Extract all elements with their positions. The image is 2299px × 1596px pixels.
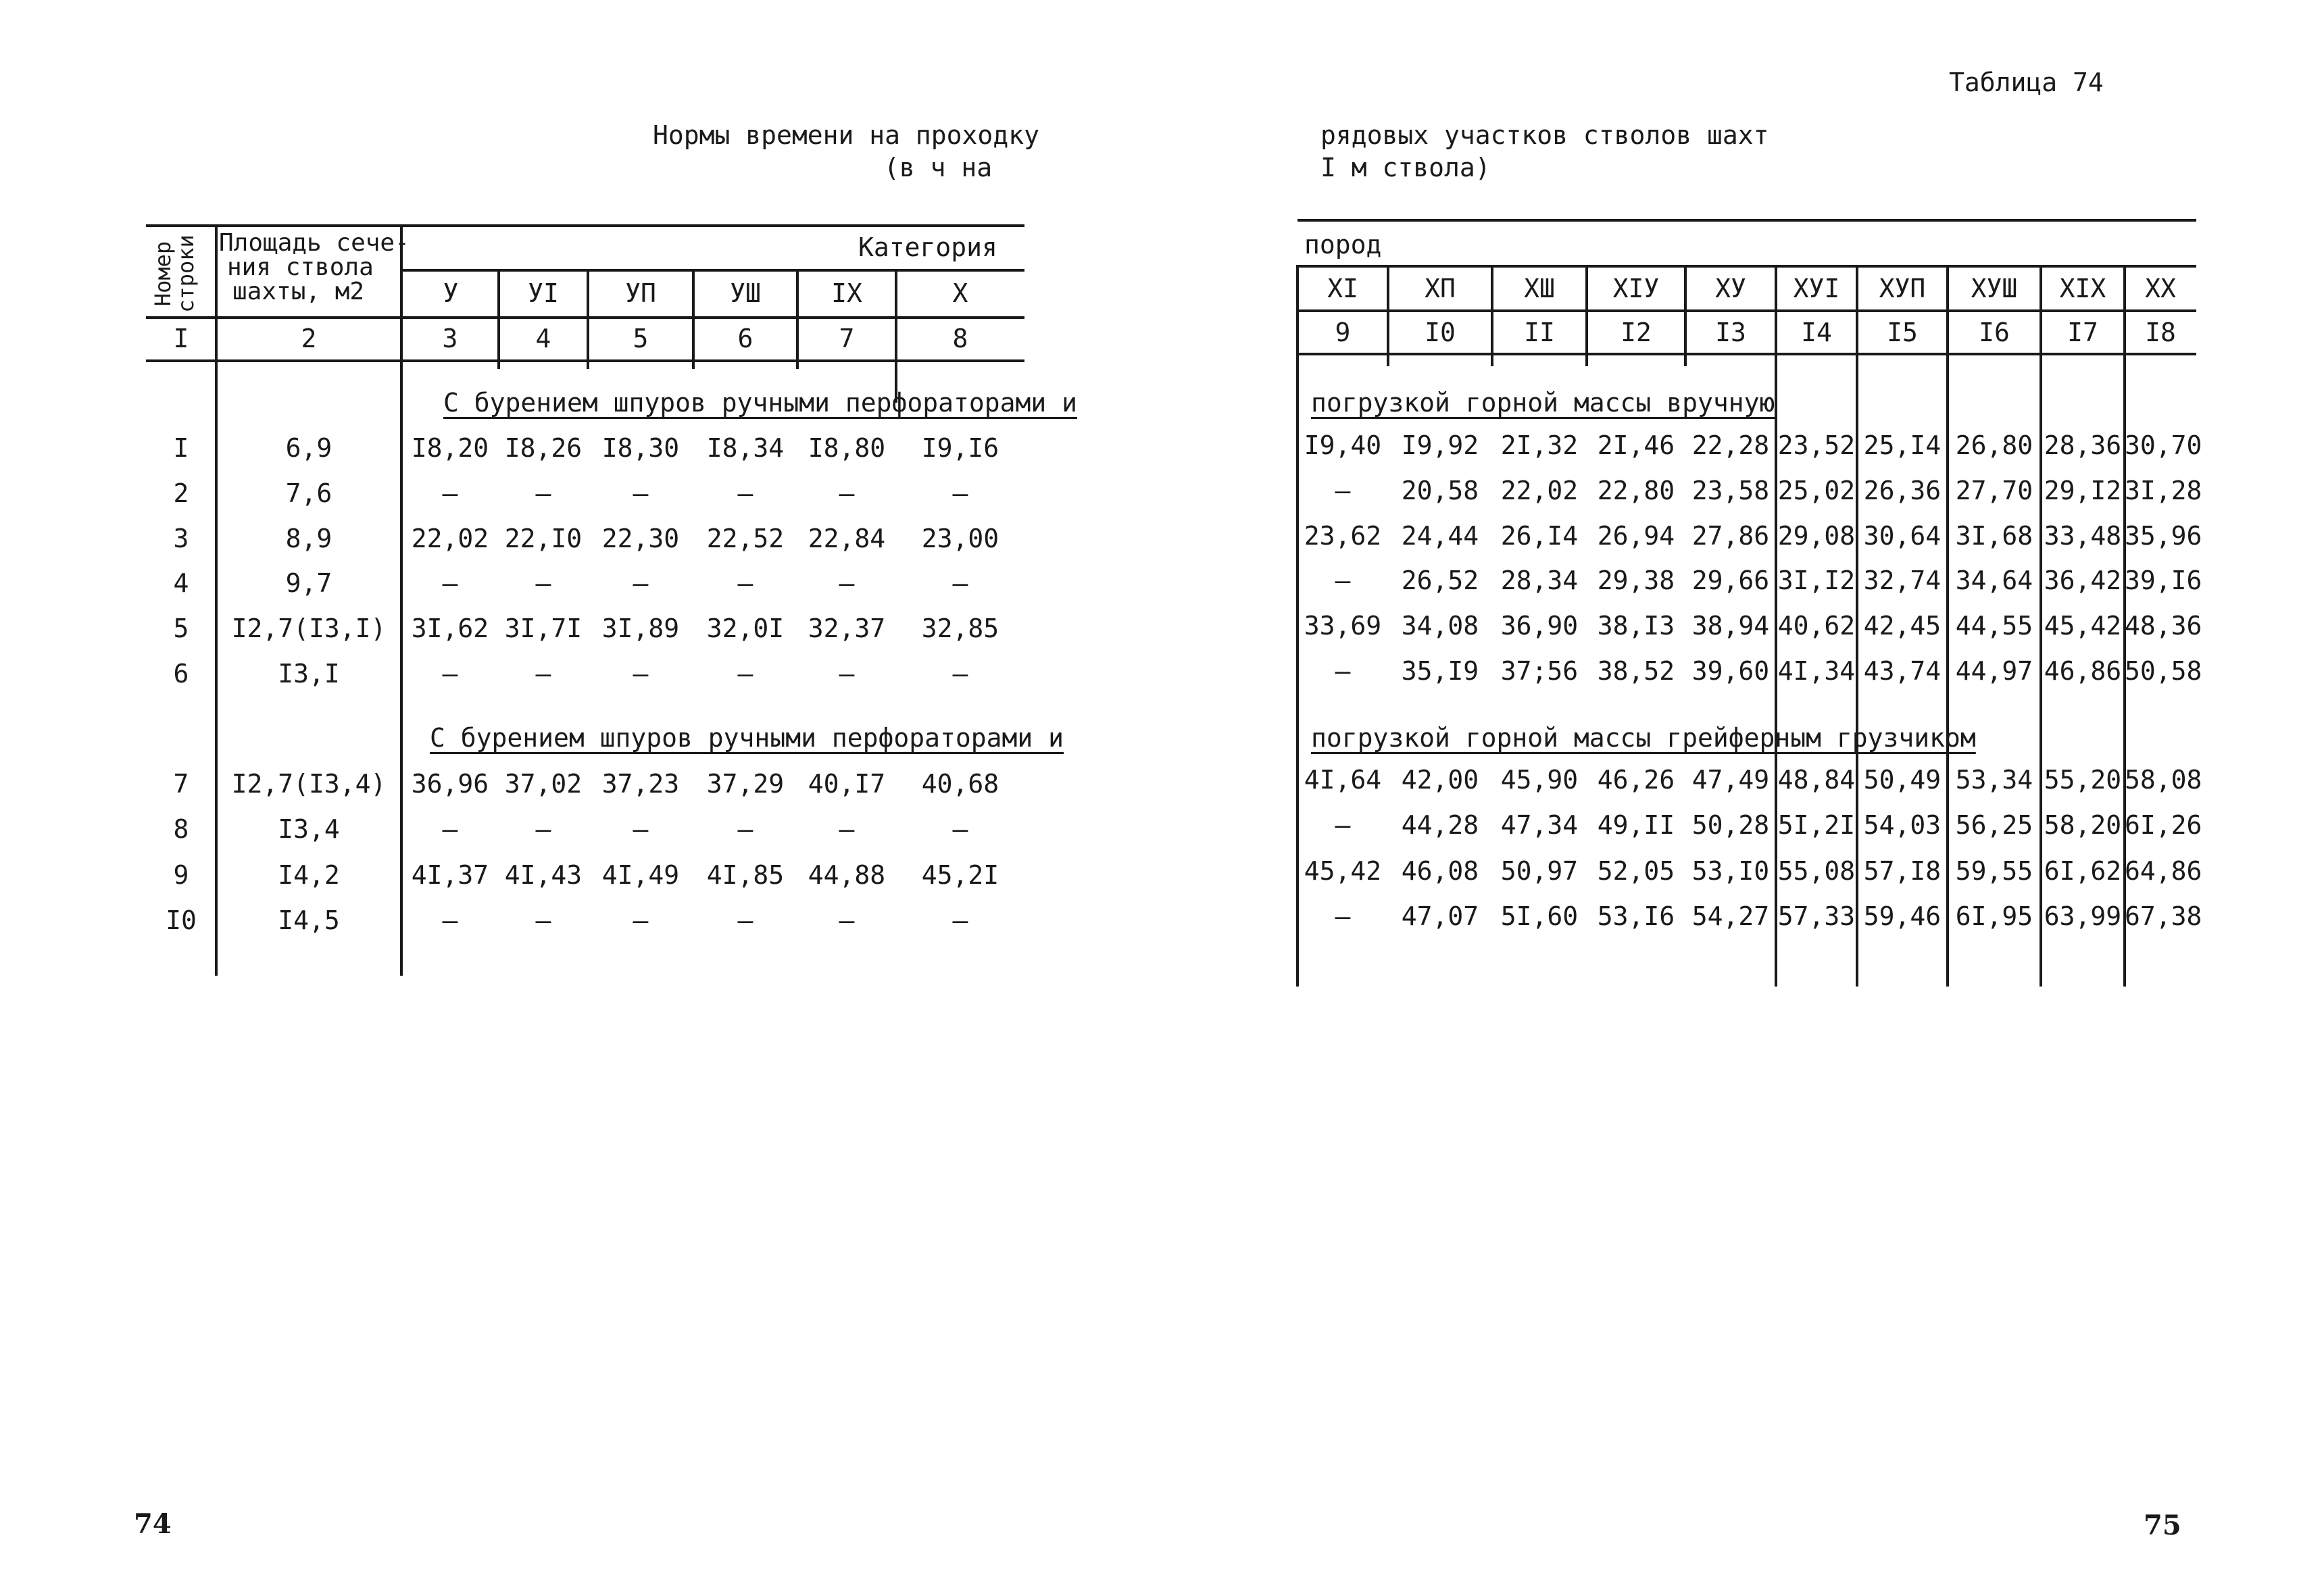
- table-cell: 47,34: [1500, 810, 1579, 841]
- category-cell: УШ: [730, 278, 761, 308]
- table-row: [1297, 603, 2196, 649]
- table-cell: 40,I7: [808, 768, 886, 799]
- table-cell: 42,00: [1401, 764, 1479, 795]
- table-cell: 30,64: [1863, 520, 1942, 551]
- table-cell: 50,28: [1691, 810, 1770, 841]
- table-row: [1297, 558, 2196, 603]
- table-row: [1297, 513, 2196, 558]
- table-cell: 26,80: [1955, 430, 2033, 461]
- table-cell: –: [952, 905, 968, 936]
- table-cell: 54,03: [1863, 810, 1942, 841]
- table-row: [1297, 894, 2196, 940]
- table-cell: –: [737, 568, 753, 599]
- table-cell: 25,02: [1777, 475, 1856, 505]
- table-cell: 34,08: [1401, 610, 1479, 641]
- table-cell: –: [442, 568, 458, 599]
- table-row: [146, 761, 1024, 807]
- table-cell: 2I,32: [1500, 430, 1579, 461]
- left-section1-body: [146, 426, 1024, 696]
- table-cell: 32,74: [1863, 566, 1942, 596]
- page-number-right: 75: [2144, 1510, 2181, 1541]
- table-cell: 30,70: [2125, 430, 2202, 461]
- table-cell: 26,52: [1401, 566, 1479, 596]
- table-cell: 22,80: [1597, 475, 1675, 505]
- table-cell: 52,05: [1597, 855, 1675, 886]
- table-cell: I9,40: [1304, 430, 1382, 461]
- header-cell: XП: [1425, 274, 1456, 303]
- table-cell: –: [535, 814, 551, 845]
- table-cell: 9: [173, 859, 189, 890]
- table-row: [1297, 848, 2196, 894]
- table-cell: 5I,60: [1500, 901, 1579, 932]
- col-number: 6: [737, 324, 753, 353]
- table-cell: –: [1335, 475, 1351, 505]
- rule: [1297, 265, 2196, 268]
- col-number: 4: [535, 324, 551, 353]
- table-cell: 22,I0: [504, 523, 583, 553]
- title-left-line1: Нормы времени на проходку: [653, 120, 1039, 150]
- header-cell: XX: [2145, 274, 2176, 303]
- table-cell: 50,58: [2125, 655, 2202, 686]
- table-cell: 50,49: [1863, 764, 1942, 795]
- header-cell: 9: [1335, 318, 1351, 347]
- table-row: [146, 651, 1024, 696]
- table-cell: I8,80: [808, 433, 886, 464]
- table-cell: –: [839, 814, 855, 845]
- table-cell: 47,49: [1691, 764, 1770, 795]
- header-cell: I7: [2067, 318, 2098, 347]
- table-cell: 44,28: [1401, 810, 1479, 841]
- table-cell: –: [442, 905, 458, 936]
- table-cell: 44,97: [1955, 655, 2033, 686]
- table-cell: 45,42: [2044, 610, 2122, 641]
- right-section1-title: погрузкой горной массы вручную: [1311, 388, 1775, 418]
- table-cell: 5I,2I: [1777, 810, 1856, 841]
- header-cell: XУП: [1879, 274, 1926, 303]
- table-cell: –: [1335, 901, 1351, 932]
- table-cell: –: [442, 658, 458, 689]
- table-cell: 2I,46: [1597, 430, 1675, 461]
- table-cell: I3,I: [278, 658, 340, 689]
- left-column-numbers: [146, 319, 1024, 358]
- table-cell: 3I,I2: [1777, 566, 1856, 596]
- table-cell: 42,45: [1863, 610, 1942, 641]
- table-cell: I4,5: [278, 905, 340, 936]
- table-cell: 3I,7I: [504, 613, 583, 643]
- rule: [146, 224, 1024, 227]
- left-section2-body: [146, 761, 1024, 943]
- table-cell: –: [952, 478, 968, 508]
- table-cell: I8,20: [411, 433, 489, 464]
- table-cell: –: [952, 658, 968, 689]
- rule: [1297, 219, 2196, 222]
- table-cell: 3I,68: [1955, 520, 2033, 551]
- table-cell: –: [633, 478, 649, 508]
- table-cell: 27,70: [1955, 475, 2033, 505]
- rule: [1297, 309, 2196, 312]
- table-cell: 39,60: [1691, 655, 1770, 686]
- left-category-header: [403, 273, 1024, 314]
- table-cell: 36,42: [2044, 566, 2122, 596]
- table-cell: –: [1335, 810, 1351, 841]
- right-category-header: [1297, 269, 2196, 308]
- table-cell: 48,84: [1777, 764, 1856, 795]
- table-cell: I8,34: [706, 433, 785, 464]
- table-cell: 26,I4: [1500, 520, 1579, 551]
- table-cell: –: [535, 905, 551, 936]
- table-cell: –: [633, 814, 649, 845]
- table-cell: 3I,89: [601, 613, 680, 643]
- table-cell: 46,86: [2044, 655, 2122, 686]
- table-cell: 22,84: [808, 523, 886, 553]
- table-cell: 25,I4: [1863, 430, 1942, 461]
- table-cell: 32,0I: [706, 613, 785, 643]
- table-cell: I9,I6: [921, 433, 999, 464]
- rule: [403, 269, 1024, 272]
- table-cell: 27,86: [1691, 520, 1770, 551]
- table-cell: 26,94: [1597, 520, 1675, 551]
- porod-label: пород: [1304, 230, 1382, 259]
- table-cell: I2,7(I3,I): [231, 613, 387, 643]
- table-cell: 63,99: [2044, 901, 2122, 932]
- table-cell: 28,34: [1500, 566, 1579, 596]
- table-cell: 3I,62: [411, 613, 489, 643]
- category-cell: X: [952, 278, 968, 308]
- table-cell: –: [737, 478, 753, 508]
- right-section2-body: [1297, 757, 2202, 939]
- table-row: [146, 852, 1024, 898]
- table-cell: 37,02: [504, 768, 583, 799]
- table-cell: –: [535, 478, 551, 508]
- table-cell: 46,08: [1401, 855, 1479, 886]
- table-cell: 36,90: [1500, 610, 1579, 641]
- table-cell: 50,97: [1500, 855, 1579, 886]
- table-cell: 22,30: [601, 523, 680, 553]
- header-cell: I2: [1621, 318, 1652, 347]
- table-cell: 40,68: [921, 768, 999, 799]
- header-cell: I3: [1715, 318, 1746, 347]
- col1-header: Номер строки: [150, 234, 199, 313]
- table-cell: 53,I6: [1597, 901, 1675, 932]
- table-cell: 29,I2: [2044, 475, 2122, 505]
- header-cell: I4: [1801, 318, 1832, 347]
- col-number: 5: [633, 324, 649, 353]
- table-row: [1297, 423, 2196, 468]
- table-cell: 23,52: [1777, 430, 1856, 461]
- table-cell: 47,07: [1401, 901, 1479, 932]
- table-cell: 22,02: [411, 523, 489, 553]
- table-row: [1297, 468, 2196, 514]
- table-cell: I9,92: [1401, 430, 1479, 461]
- table-cell: 44,55: [1955, 610, 2033, 641]
- table-row: [146, 898, 1024, 944]
- table-cell: –: [737, 658, 753, 689]
- table-cell: 55,20: [2044, 764, 2122, 795]
- table-cell: 43,74: [1863, 655, 1942, 686]
- rule: [146, 359, 1024, 362]
- table-cell: 49,II: [1597, 810, 1675, 841]
- table-cell: 57,33: [1777, 901, 1856, 932]
- rule: [1297, 353, 2196, 355]
- table-cell: 6I,95: [1955, 901, 2033, 932]
- table-cell: –: [1335, 655, 1351, 686]
- table-cell: 33,69: [1304, 610, 1382, 641]
- table-cell: –: [737, 905, 753, 936]
- table-cell: 67,38: [2125, 901, 2202, 932]
- table-cell: I4,2: [278, 859, 340, 890]
- table-cell: 53,34: [1955, 764, 2033, 795]
- header-cell: XУШ: [1971, 274, 2018, 303]
- col-number: 7: [839, 324, 855, 353]
- table-cell: –: [633, 658, 649, 689]
- table-cell: 32,37: [808, 613, 886, 643]
- table-cell: –: [839, 478, 855, 508]
- table-cell: 24,44: [1401, 520, 1479, 551]
- table-cell: 32,85: [921, 613, 999, 643]
- header-cell: I8: [2145, 318, 2176, 347]
- table-row: [146, 807, 1024, 853]
- category-cell: УI: [528, 278, 559, 308]
- col-number: 2: [301, 324, 317, 353]
- table-cell: 5: [173, 613, 189, 643]
- table-cell: 29,66: [1691, 566, 1770, 596]
- category-cell: У: [443, 278, 459, 308]
- left-section2-title: С бурением шпуров ручными перфораторами и: [430, 723, 1064, 753]
- table-cell: 4I,34: [1777, 655, 1856, 686]
- category-cell: УП: [625, 278, 656, 308]
- table-cell: 26,36: [1863, 475, 1942, 505]
- header-cell: II: [1524, 318, 1555, 347]
- table-cell: 6: [173, 658, 189, 689]
- table-cell: 37,23: [601, 768, 680, 799]
- col-number: 8: [952, 324, 968, 353]
- table-cell: 56,25: [1955, 810, 2033, 841]
- header-cell: XIУ: [1612, 274, 1660, 303]
- table-cell: –: [839, 658, 855, 689]
- table-cell: 2: [173, 478, 189, 508]
- header-cell: XI: [1327, 274, 1358, 303]
- table-cell: 4: [173, 568, 189, 599]
- table-cell: 4I,49: [601, 859, 680, 890]
- table-cell: 23,00: [921, 523, 999, 553]
- table-cell: 6I,62: [2044, 855, 2122, 886]
- table-cell: 38,94: [1691, 610, 1770, 641]
- table-cell: 7,6: [285, 478, 332, 508]
- table-cell: I0: [166, 905, 197, 936]
- table-cell: 33,48: [2044, 520, 2122, 551]
- table-cell: –: [839, 905, 855, 936]
- col-number: 3: [442, 324, 458, 353]
- table-cell: 64,86: [2125, 855, 2202, 886]
- table-cell: 59,46: [1863, 901, 1942, 932]
- title-right-line2: I м ствола): [1320, 153, 1491, 182]
- table-cell: –: [535, 658, 551, 689]
- table-row: [146, 426, 1024, 471]
- table-cell: 35,96: [2125, 520, 2202, 551]
- table-cell: 58,20: [2044, 810, 2122, 841]
- table-cell: –: [535, 568, 551, 599]
- table-cell: 8,9: [285, 523, 332, 553]
- category-cell: IX: [831, 278, 862, 308]
- header-cell: I5: [1887, 318, 1918, 347]
- category-label: Категория: [858, 232, 997, 262]
- table-cell: –: [1335, 566, 1351, 596]
- table-cell: 37;56: [1500, 655, 1579, 686]
- table-cell: 37,29: [706, 768, 785, 799]
- table-cell: 34,64: [1955, 566, 2033, 596]
- table-row: [1297, 757, 2196, 803]
- table-cell: –: [839, 568, 855, 599]
- table-cell: 20,58: [1401, 475, 1479, 505]
- table-cell: 4I,43: [504, 859, 583, 890]
- table-cell: 8: [173, 814, 189, 845]
- table-cell: –: [737, 814, 753, 845]
- table-row: [1297, 803, 2196, 849]
- table-cell: 4I,37: [411, 859, 489, 890]
- right-section2-title: погрузкой горной массы грейферным грузчиком: [1311, 723, 1976, 753]
- table-cell: I: [173, 433, 189, 464]
- header-cell: XШ: [1524, 274, 1555, 303]
- col2-header: Площадь сече- ния ствола шахты, м2: [219, 229, 410, 305]
- table-cell: 22,28: [1691, 430, 1770, 461]
- table-cell: 40,62: [1777, 610, 1856, 641]
- header-cell: XУ: [1715, 274, 1746, 303]
- page-number-left: 74: [134, 1508, 172, 1540]
- table-cell: 7: [173, 768, 189, 799]
- title-left-line2: (в ч на: [884, 153, 993, 182]
- table-cell: 29,08: [1777, 520, 1856, 551]
- table-cell: 29,38: [1597, 566, 1675, 596]
- table-cell: –: [442, 478, 458, 508]
- table-cell: 54,27: [1691, 901, 1770, 932]
- left-section1-title: С бурением шпуров ручными перфораторами и: [443, 388, 1077, 418]
- table-row: [146, 471, 1024, 516]
- table-cell: 22,52: [706, 523, 785, 553]
- table-cell: 9,7: [285, 568, 332, 599]
- table-cell: 3: [173, 523, 189, 553]
- table-cell: 36,96: [411, 768, 489, 799]
- col-number: I: [173, 324, 189, 353]
- title-right-line1: рядовых участков стволов шахт: [1320, 120, 1769, 150]
- table-cell: 6,9: [285, 433, 332, 464]
- table-cell: 57,I8: [1863, 855, 1942, 886]
- header-cell: I6: [1979, 318, 2010, 347]
- table-cell: 28,36: [2044, 430, 2122, 461]
- table-cell: 6I,26: [2125, 810, 2202, 841]
- table-cell: –: [633, 905, 649, 936]
- table-cell: I2,7(I3,4): [231, 768, 387, 799]
- table-cell: 4I,64: [1304, 764, 1382, 795]
- table-cell: 39,I6: [2125, 566, 2202, 596]
- table-cell: I8,26: [504, 433, 583, 464]
- table-cell: 23,58: [1691, 475, 1770, 505]
- table-cell: –: [952, 568, 968, 599]
- table-cell: I3,4: [278, 814, 340, 845]
- header-cell: I0: [1425, 318, 1456, 347]
- right-section1-body: [1297, 423, 2202, 693]
- right-column-numbers: [1297, 314, 2196, 351]
- table-row: [1297, 648, 2196, 693]
- table-cell: 53,I0: [1691, 855, 1770, 886]
- table-cell: I8,30: [601, 433, 680, 464]
- table-cell: 48,36: [2125, 610, 2202, 641]
- table-cell: 35,I9: [1401, 655, 1479, 686]
- table-cell: 4I,85: [706, 859, 785, 890]
- table-cell: 59,55: [1955, 855, 2033, 886]
- table-cell: 45,2I: [921, 859, 999, 890]
- table-cell: 44,88: [808, 859, 886, 890]
- table-cell: 55,08: [1777, 855, 1856, 886]
- table-cell: 58,08: [2125, 764, 2202, 795]
- table-cell: –: [442, 814, 458, 845]
- header-cell: XIX: [2059, 274, 2106, 303]
- table-cell: –: [633, 568, 649, 599]
- table-cell: 22,02: [1500, 475, 1579, 505]
- header-cell: XУI: [1793, 274, 1840, 303]
- table-cell: 3I,28: [2125, 475, 2202, 505]
- table-cell: 38,I3: [1597, 610, 1675, 641]
- table-cell: 23,62: [1304, 520, 1382, 551]
- table-cell: 38,52: [1597, 655, 1675, 686]
- table-row: [146, 561, 1024, 606]
- table-cell: 45,90: [1500, 764, 1579, 795]
- table-cell: 46,26: [1597, 764, 1675, 795]
- table-row: [146, 516, 1024, 561]
- table-cell: 45,42: [1304, 855, 1382, 886]
- table-row: [146, 606, 1024, 651]
- table-label: Таблица 74: [1949, 68, 2104, 97]
- table-cell: –: [952, 814, 968, 845]
